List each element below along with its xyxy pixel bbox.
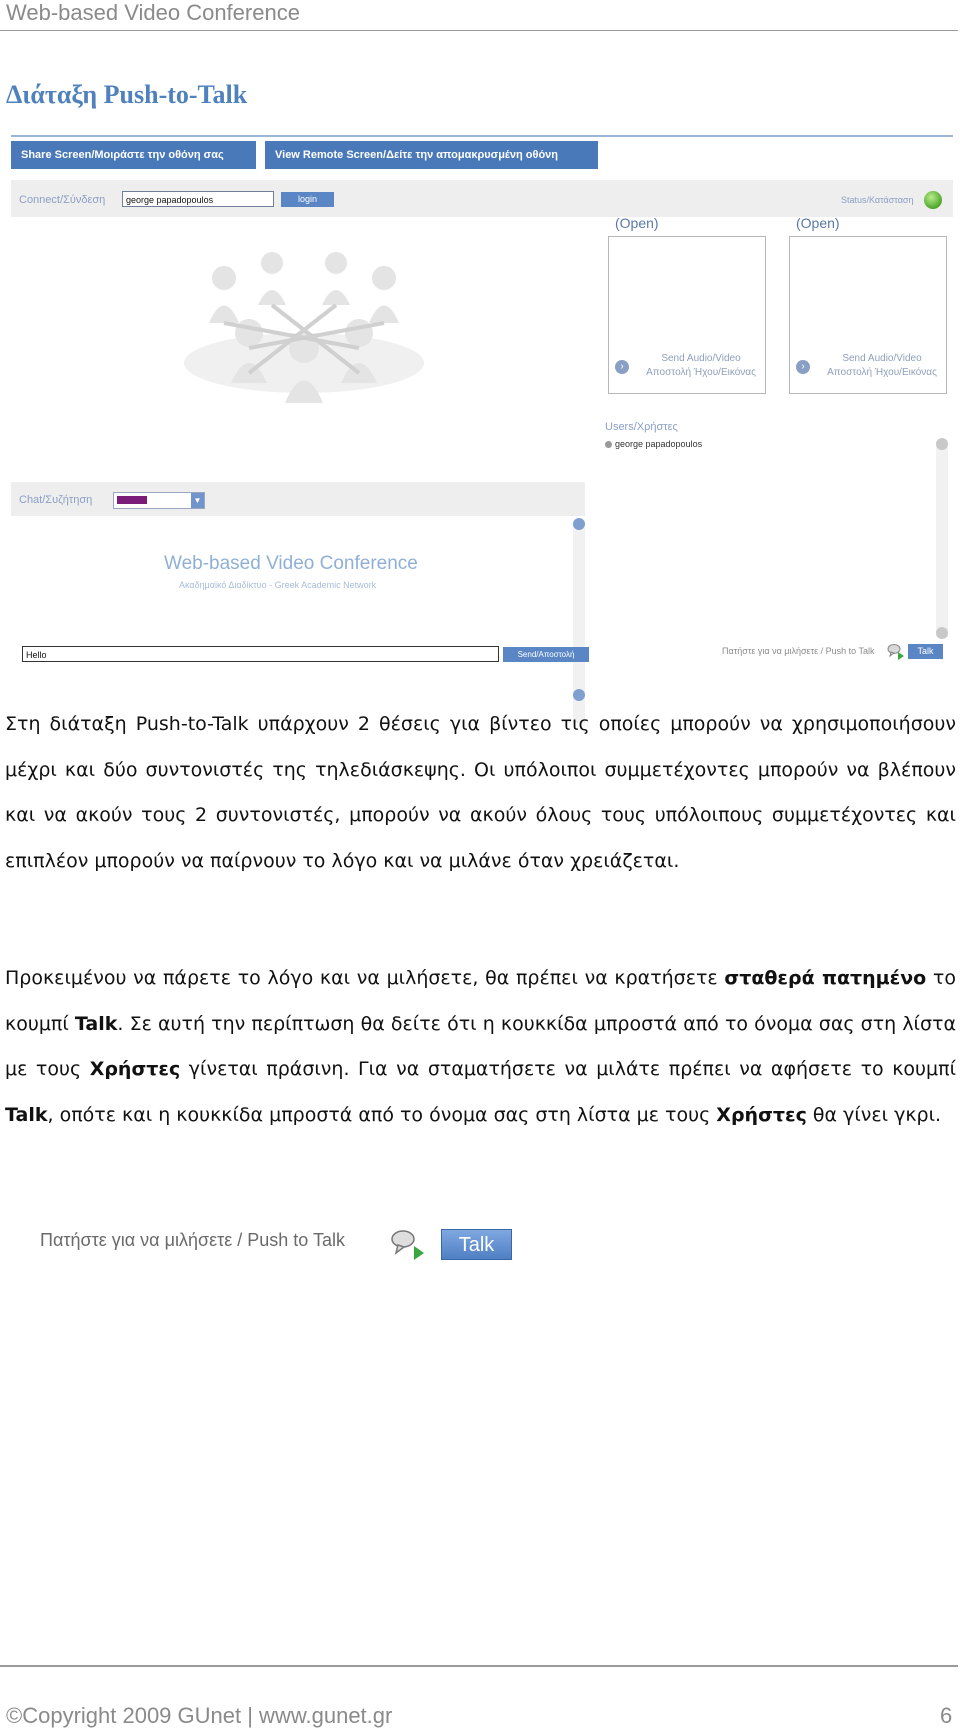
send-av-line2: Αποστολή Ήχου/Εικόνας (827, 367, 937, 378)
chat-color-select[interactable] (113, 492, 205, 509)
video-slot-2-open-label: (Open) (796, 215, 840, 231)
video-slot-1 (608, 236, 766, 394)
user-name: george papadopoulos (615, 439, 703, 449)
footer-rule (0, 1665, 958, 1667)
status-indicator-icon (924, 191, 942, 209)
users-label: Users/Χρήστες (605, 421, 678, 433)
chat-label: Chat/Συζήτηση (19, 494, 93, 506)
header-rule (0, 30, 958, 31)
speech-bubble-icon (887, 643, 905, 661)
text-run: το κουμπί (5, 967, 956, 1035)
scroll-up-icon[interactable] (936, 438, 948, 450)
bold-run: Χρήστες (716, 1103, 807, 1126)
chat-bar (11, 482, 585, 516)
message-input[interactable]: Hello (22, 646, 499, 662)
connect-label: Connect/Σύνδεση (19, 194, 106, 206)
scroll-up-icon[interactable] (573, 518, 585, 530)
app-screenshot (9, 133, 953, 665)
footer-copyright: ©Copyright 2009 GUnet | www.gunet.gr (6, 1703, 393, 1728)
speech-bubble-icon (390, 1228, 426, 1262)
scroll-down-icon[interactable] (573, 689, 585, 701)
logo-title: Web-based Video Conference (164, 553, 418, 574)
text-run: Προκειμένου να πάρετε το λόγο και να μιλήσετε, θα πρέπει να κρατήσετε (5, 967, 725, 989)
login-button[interactable]: login (281, 192, 334, 207)
talk-button[interactable]: Talk (908, 644, 943, 659)
conference-logo-icon (154, 233, 454, 413)
send-av-line1: Send Audio/Video (661, 353, 741, 364)
scroll-down-icon[interactable] (936, 627, 948, 639)
send-av-line1: Send Audio/Video (842, 353, 922, 364)
bold-run: σταθερά πατημένο (724, 967, 927, 989)
status-label: Status/Κατάσταση (841, 195, 914, 205)
bold-run: Talk (5, 1103, 48, 1126)
play-icon[interactable]: › (796, 360, 810, 374)
paragraph-instructions (5, 956, 956, 1138)
page-number: 6 (940, 1703, 953, 1728)
chevron-down-icon: ▼ (191, 493, 204, 508)
paragraph-intro: Στη διάταξη Push-to-Talk υπάρχουν 2 θέσεις για βίντεο τις οποίες μπορούν να χρησιμοποιήσουν μέχρι και δύο συντονιστές της τηλεδιάσκεψης. Οι υπόλοιποι συμμετέχοντες μπορούν να βλέπουν και να ακούν τους 2 συντονιστές, μπορούν να ακούν όλους τους υπόλοιπους συμμετέχοντες και επιπλέον μπορούν να παίρνουν το λόγο και να μιλάνε όταν χρειάζεται. (5, 713, 956, 872)
send-av-button[interactable] (818, 352, 946, 380)
logo-subtitle: Ακαδημαϊκό Διαδίκτυο - Greek Academic Network (179, 580, 377, 590)
user-list-item[interactable] (605, 439, 702, 449)
text-run: , οπότε και η κουκκίδα μπροστά από το όνομα σας στη λίστα με τους (47, 1103, 717, 1126)
send-button[interactable]: Send/Αποστολή (503, 647, 589, 662)
chat-scrollbar[interactable] (573, 521, 585, 723)
text-run: θα γίνει γκρι. (806, 1103, 942, 1126)
push-to-talk-label: Πατήστε για να μιλήσετε / Push to Talk (40, 1230, 345, 1250)
section-title: Διάταξη Push-to-Talk (6, 80, 248, 109)
talk-button[interactable]: Talk (441, 1229, 512, 1260)
push-to-talk-label: Πατήστε για να μιλήσετε / Push to Talk (722, 646, 875, 656)
name-input[interactable]: george papadopoulos (122, 191, 274, 207)
text-run: γίνεται πράσινη. Για να σταματήσετε να μιλάτε πρέπει να αφήσετε το κουμπί (180, 1058, 956, 1080)
video-slot-2 (789, 236, 947, 394)
view-remote-screen-button[interactable]: View Remote Screen/Δείτε την απομακρυσμένη οθόνη (265, 141, 598, 169)
send-av-line2: Αποστολή Ήχου/Εικόνας (646, 367, 756, 378)
top-divider (11, 135, 953, 137)
text-run: . Σε αυτή την περίπτωση θα δείτε ότι η κουκκίδα μπροστά από το όνομα σας στη λίστα με τους (5, 1012, 956, 1080)
running-header: Web-based Video Conference (6, 0, 300, 25)
share-screen-button[interactable]: Share Screen/Μοιράστε την οθόνη σας (11, 141, 256, 169)
user-status-dot-icon (605, 441, 612, 448)
bold-run: Talk (74, 1012, 118, 1035)
play-icon[interactable]: › (615, 360, 629, 374)
send-av-button[interactable] (637, 352, 765, 380)
video-slot-1-open-label: (Open) (615, 215, 659, 231)
bold-run: Χρήστες (89, 1058, 181, 1080)
color-swatch (117, 496, 147, 504)
users-scrollbar[interactable] (936, 441, 948, 637)
